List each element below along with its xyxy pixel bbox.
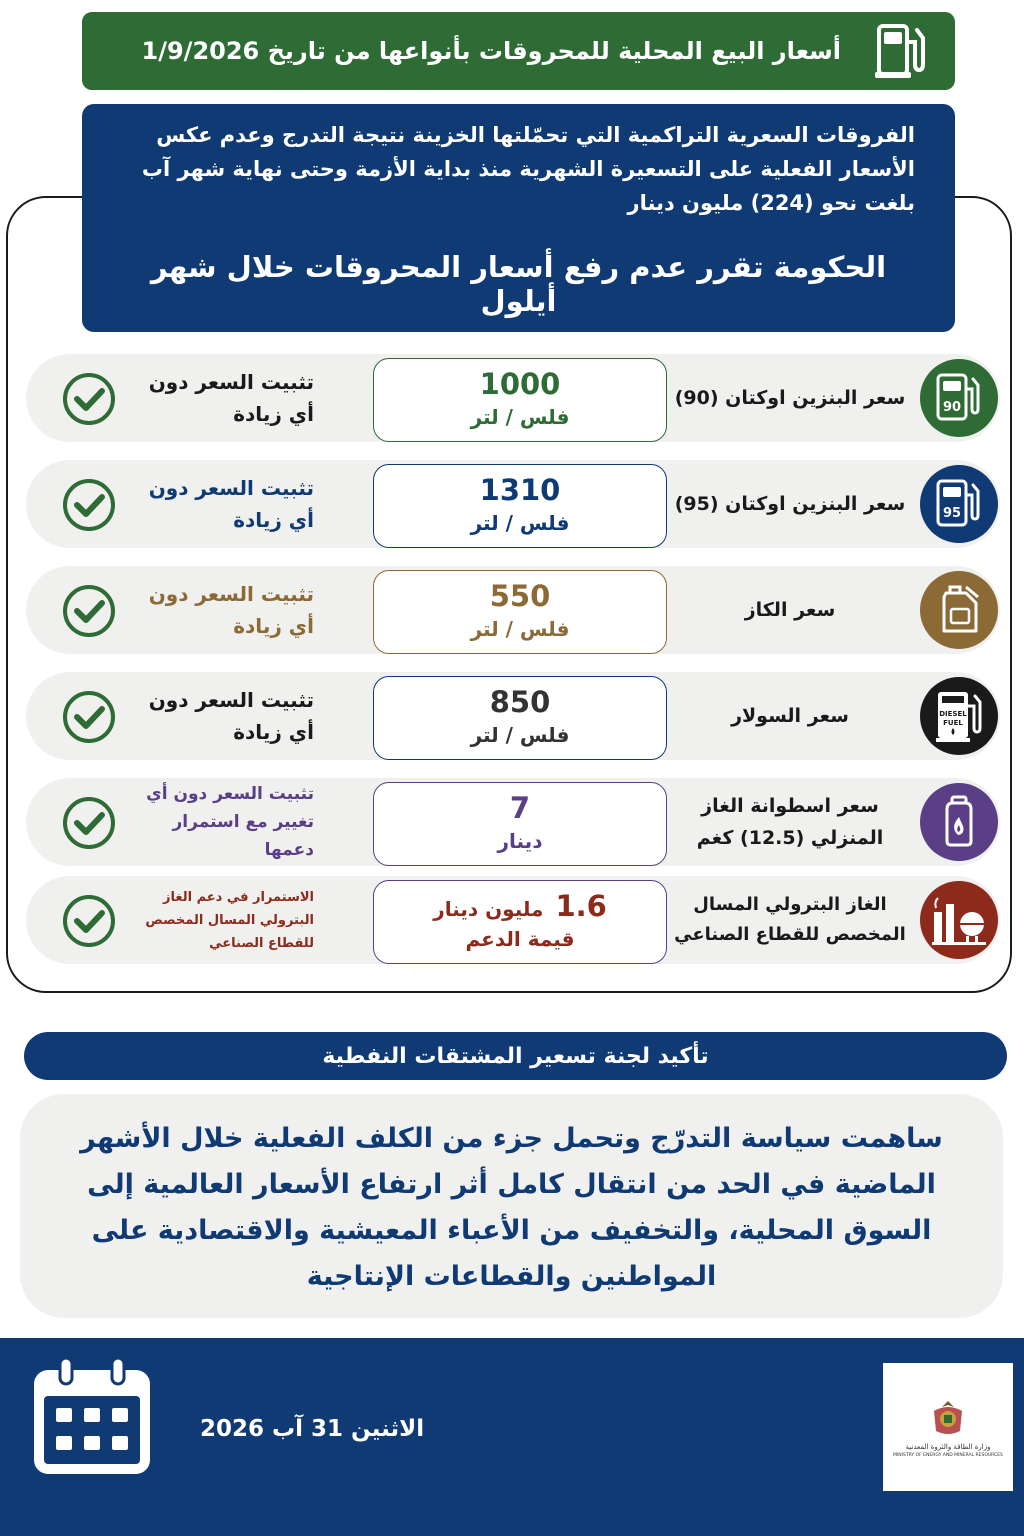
checkmark-icon — [62, 372, 116, 426]
price-row-octane-90 — [26, 354, 1000, 442]
ministry-name-en: MINISTRY OF ENERGY AND MINERAL RESOURCES — [893, 1452, 1003, 1458]
price-box — [373, 358, 667, 442]
checkmark-icon — [62, 478, 116, 532]
status-text: تثبيت السعر دون أي زيادة — [148, 476, 314, 532]
svg-text:DIESEL: DIESEL — [939, 710, 967, 718]
price-unit: فلس / لتر — [470, 723, 570, 747]
footer — [0, 1338, 1024, 1536]
fuel-pump-95-icon — [920, 465, 998, 543]
price-unit: فلس / لتر — [470, 617, 570, 641]
coat-of-arms-icon — [928, 1397, 968, 1437]
calendar-icon — [30, 1356, 154, 1480]
fuel-pump-90-icon — [920, 359, 998, 437]
industry-factory-icon — [920, 881, 998, 959]
price-row-industrial-lpg — [26, 876, 1000, 964]
product-label: سعر اسطوانة الغاز المنزلي (12.5) كغم — [696, 795, 884, 849]
price-unit: فلس / لتر — [470, 511, 570, 535]
product-label: سعر السولار — [731, 705, 849, 727]
price-unit: فلس / لتر — [470, 405, 570, 429]
intro-panel — [82, 104, 955, 332]
price-row-gas-cylinder — [26, 778, 1000, 866]
gas-cylinder-icon — [920, 783, 998, 861]
price-value: 1310 — [479, 473, 561, 507]
status-text: تثبيت السعر دون أي زيادة — [148, 582, 314, 638]
page-title: أسعار البيع المحلية للمحروقات بأنواعها من تاريخ 1/9/2026 — [141, 37, 841, 65]
header-banner — [82, 12, 955, 90]
price-value: 850 — [489, 685, 551, 719]
price-value: 1.6 — [555, 889, 607, 923]
diesel-pump-icon — [920, 677, 998, 755]
status-text: تثبيت السعر دون أي زيادة — [148, 688, 314, 744]
checkmark-icon — [62, 796, 116, 850]
price-row-octane-95 — [26, 460, 1000, 548]
price-value: 7 — [509, 791, 531, 825]
product-label: الغاز البترولي المسال المخصص للقطاع الصناعي — [674, 894, 906, 945]
price-row-diesel — [26, 672, 1000, 760]
price-unit: دينار — [497, 829, 543, 853]
checkmark-icon — [62, 690, 116, 744]
intro-headline: الحكومة تقرر عدم رفع أسعار المحروقات خلال شهر أيلول — [150, 250, 887, 318]
support-value-line — [433, 889, 607, 923]
price-value: 1000 — [479, 367, 561, 401]
ministry-logo — [883, 1363, 1013, 1491]
committee-statement: ساهمت سياسة التدرّج وتحمل جزء من الكلف الفعلية خلال الأشهر الماضية في الحد من انتقال كامل أثر ارتفاع الأسعار العالمية إلى السوق المحلية، والتخفيف من الأعباء المعيشية والاقتصادية على المواطنين والقطاعات الإنتاجية — [20, 1094, 1003, 1318]
status-text: تثبيت السعر دون أي زيادة — [148, 370, 314, 426]
price-value-suffix: مليون دينار — [433, 897, 544, 921]
price-box — [373, 880, 667, 964]
status-text: تثبيت السعر دون أي تغيير مع استمرار دعمها — [146, 784, 314, 860]
status-text: الاستمرار في دعم الغاز البترولي المسال المخصص للقطاع الصناعي — [145, 889, 314, 951]
kerosene-jerrycan-icon — [920, 571, 998, 649]
price-unit: قيمة الدعم — [465, 927, 575, 951]
price-row-kerosene — [26, 566, 1000, 654]
committee-banner: تأكيد لجنة تسعير المشتقات النفطية — [24, 1032, 1007, 1080]
svg-text:FUEL: FUEL — [943, 719, 963, 727]
ministry-name-ar: وزارة الطاقة والثروة المعدنية — [905, 1442, 991, 1451]
price-box — [373, 570, 667, 654]
price-box — [373, 782, 667, 866]
intro-paragraph: الفروقات السعرية التراكمية التي تحمّلتها الخزينة نتيجة التدرج وعدم عكس الأسعار الفعلية على التسعيرة الشهرية منذ بداية الأزمة وحتى نهاية شهر آب بلغت نحو (224) مليون دينار — [141, 123, 915, 215]
footer-date: الاثنين 31 آب 2026 — [200, 1416, 425, 1442]
checkmark-icon — [62, 894, 116, 948]
price-value: 550 — [489, 579, 551, 613]
svg-text:90: 90 — [942, 400, 962, 415]
product-label: سعر البنزين اوكتان (95) — [674, 493, 906, 515]
svg-text:95: 95 — [942, 506, 962, 521]
price-box — [373, 464, 667, 548]
product-label: سعر الكاز — [744, 599, 836, 621]
checkmark-icon — [62, 584, 116, 638]
fuel-pump-icon — [875, 22, 925, 80]
product-label: سعر البنزين اوكتان (90) — [674, 387, 906, 409]
price-box — [373, 676, 667, 760]
